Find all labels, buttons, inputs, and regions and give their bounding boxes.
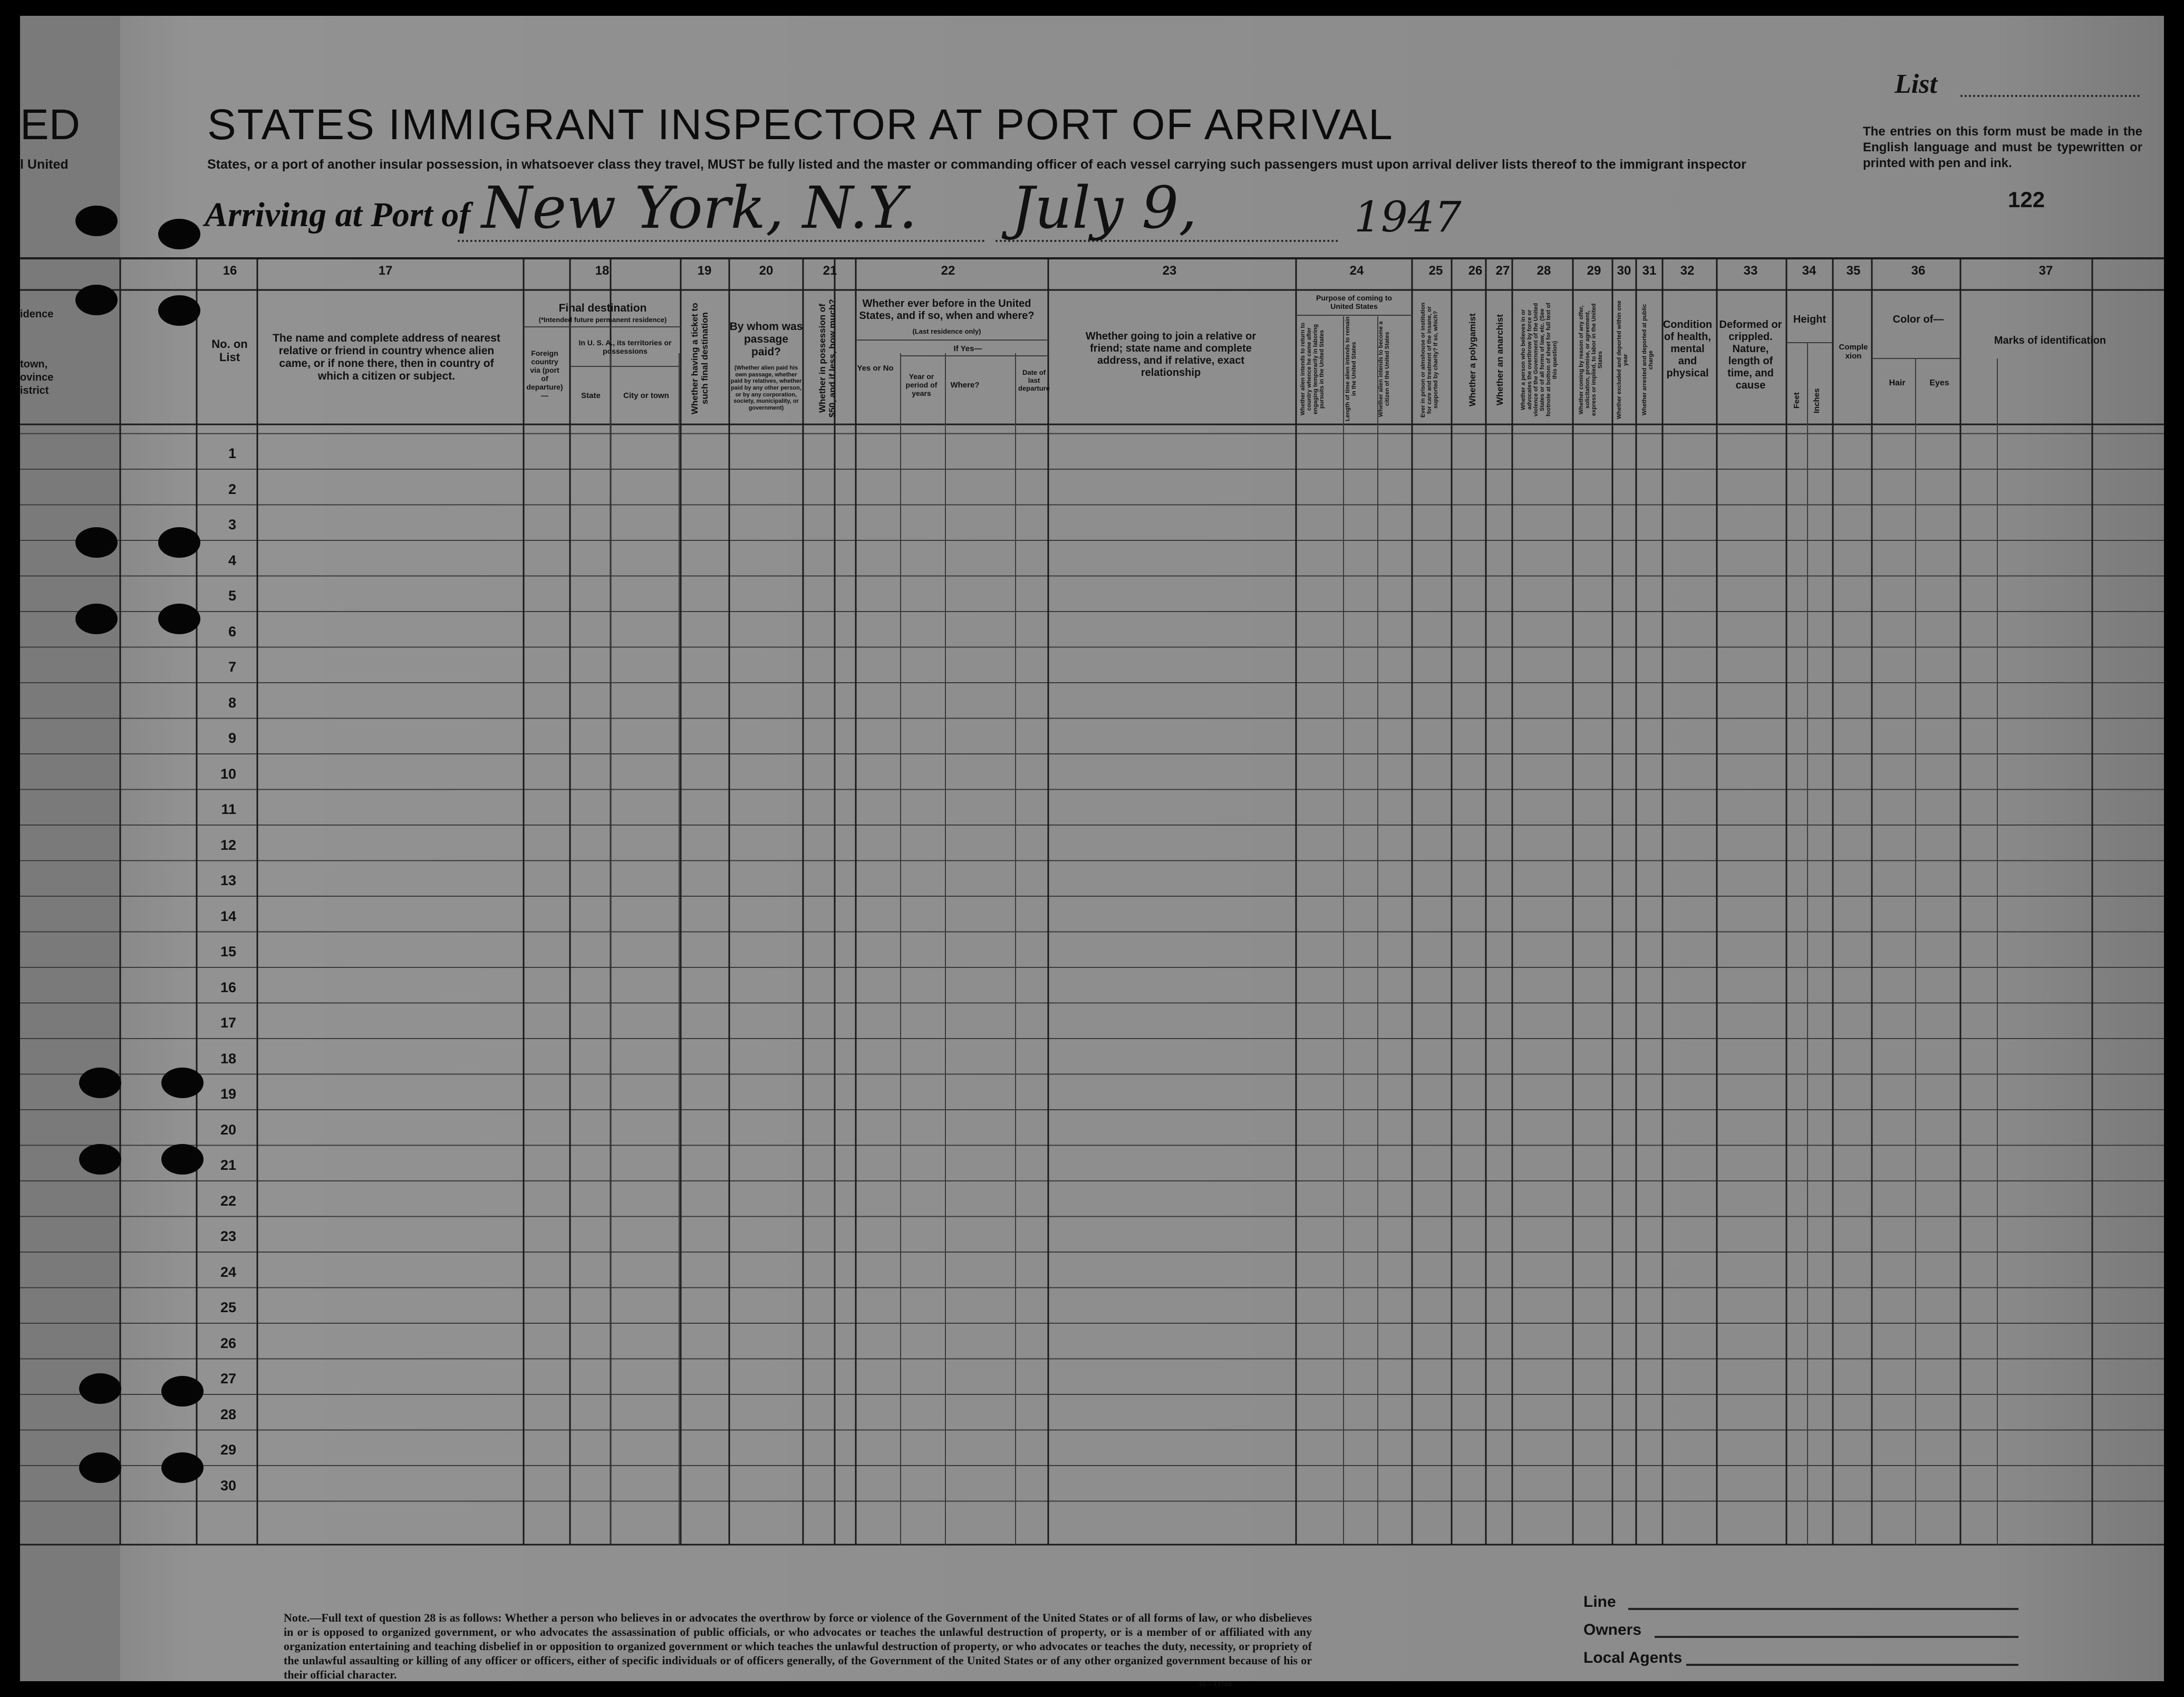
print-code: 16—13708 [1199,1681,1232,1689]
colnum-18: 18 [595,264,610,278]
header-deported: Whether arrested and deported at public charge [1641,304,1654,416]
punch-hole [158,604,200,634]
port-handwriting: New York, N.Y. [481,174,917,241]
colnum-32: 32 [1680,264,1695,278]
header-years: Year or period of years [905,372,938,398]
row-number: 16 [220,979,236,995]
header-last-departure: Date of last departure [1018,369,1050,392]
header-passage-paid: By whom was passage paid? [729,321,803,358]
owners-underline [1655,1636,2018,1638]
row-number: 4 [228,552,236,568]
header-final-destination-sub: (*Intended future permanent residence) [538,316,667,324]
colnum-16: 16 [223,264,237,278]
language-notice: The entries on this form must be made in the English language and must be typewritten or printed with pen and ink. [1863,124,2142,170]
punch-hole [79,1373,121,1404]
row-number: 8 [228,694,236,711]
row-number: 24 [220,1264,236,1280]
row-number: 11 [221,801,236,817]
row-number: 1 [228,445,236,461]
stamp-number: 122 [2008,187,2045,212]
row-number: 9 [228,730,236,746]
arriving-label: Arriving at Port of [205,196,471,234]
header-deformed: Deformed or crippled. Nature, length of time, and cause [1719,319,1782,391]
header-yes-or-no: Yes or No [857,364,894,373]
question-28-note: Note.—Full text of question 28 is as follows: Whether a person who believes in or advocates the overthrow by force or violence of the Government of the United States or of all forms of law, or who disbelieves in or is opposed to organized government, or who advocates the assassination of public officials, or who advocates or teaches the unlawful destruction of property, or is a member of or affiliated with any organization entertaining and teaching disbelief in or opposition to organized government or which teaches the unlawful destruction of property, or who advocates or teaches the duty, necessity, or propriety of the unlawful assaulting or killing of any officer or officers, either of specific individuals or of officers generally, of the Government of the United States or of any other organized government because of his or their official character. [284,1611,1312,1681]
punch-hole [75,206,118,236]
row-number: 21 [220,1157,236,1173]
colnum-27: 27 [1495,264,1510,278]
year-handwriting: 1947 [1354,192,1462,241]
colnum-34: 34 [1802,264,1816,278]
colnum-17: 17 [378,264,393,278]
header-state: State [581,391,601,400]
row-number: 2 [228,481,236,497]
left-fragment-town: town, [20,358,48,370]
header-question-28: Whether a person who believes in or advocates the overthrow by force or violence of the Government of the United States or of all forms of law, etc. (See footnote at bottom of sheet for full text of this question) [1520,303,1558,417]
header-purpose-return: Whether alien intends to return to country whence he came after engaging temporarily in laboring pursuits in the United States [1300,323,1325,416]
local-agents-label: Local Agents [1583,1649,1683,1666]
header-purpose-length: Length of time alien intends to remain in the United States [1345,316,1357,422]
header-hair: Hair [1889,379,1906,387]
row-number: 3 [228,517,236,532]
punch-hole [79,1144,121,1175]
punch-hole [75,604,118,634]
row-number: 17 [220,1015,236,1031]
colnum-23: 23 [1162,264,1177,278]
header-no-on-list: No. on List [211,337,248,364]
row-number: 14 [220,908,236,924]
header-height: Height [1793,314,1827,325]
punch-hole [75,285,118,315]
punch-hole [79,1068,121,1098]
header-city: City or town [623,391,669,400]
colnum-37: 37 [2038,264,2053,278]
header-feet: Feet [1792,392,1801,409]
subtitle-left-fragment: l United [20,157,69,172]
punch-hole [75,527,118,558]
row-number: 6 [228,623,236,639]
row-number: 10 [220,765,236,782]
header-prison: Ever in prison or almshouse or institution for care and treatment of the insane, or supported by charity? If so, which? [1420,302,1439,418]
row-number: 22 [220,1192,236,1209]
punch-hole [158,295,200,326]
row-number: 15 [220,944,236,959]
page-subtitle: States, or a port of another insular possession, in whatsoever class they travel, MUST be fully listed and the master or commanding officer of each vessel carrying such passengers must upon arrival deliver lists thereof to the immigrant inspector [207,157,1746,172]
header-health: Condition of health, mental and physical [1663,319,1713,379]
owners-label: Owners [1583,1621,1642,1638]
left-fragment-istrict: istrict [20,385,49,396]
title-left-fragment: ED [20,101,80,149]
header-anarchist: Whether an anarchist [1495,314,1505,405]
row-number: 27 [220,1371,236,1386]
colnum-30: 30 [1617,264,1631,278]
row-number: 26 [220,1335,236,1351]
header-color-of: Color of— [1892,314,1944,325]
row-number: 5 [228,588,236,604]
left-fragment-idence: idence [20,308,54,320]
header-nearest-relative: The name and complete address of nearest relative or friend in country whence alien came, or if none there, then in country of which a citizen or subject. [273,332,500,383]
header-if-yes: If Yes— [953,344,982,353]
row-number: 29 [220,1442,236,1458]
header-ever-before-sub: (Last residence only) [912,327,981,335]
colnum-21: 21 [823,264,837,278]
left-fragment-ovince: ovince [20,372,54,383]
colnum-28: 28 [1536,264,1551,278]
form-grid [20,16,2164,1681]
manifest-sheet [20,16,2164,1689]
punch-hole [161,1452,204,1483]
punch-hole [79,1452,121,1483]
row-number: 13 [220,872,236,888]
row-number: 20 [220,1121,236,1138]
header-passage-paid-sub: (Whether alien paid his own passage, whether paid by relatives, whether paid by any other person, or by any corporation, society, municipality, or government) [730,365,802,411]
header-ticket: Whether having a ticket to such final destination [690,303,710,414]
row-number: 12 [220,837,236,853]
punch-hole [161,1376,204,1407]
colnum-22: 22 [941,264,955,278]
row-number: 19 [220,1086,236,1102]
colnum-29: 29 [1587,264,1601,278]
header-foreign-country: Foreign country via (port of departure)— [526,349,563,400]
header-inches: Inches [1812,388,1821,413]
header-ever-before: Whether ever before in the United States, and if so, when and where? [859,298,1035,322]
header-excluded: Whether excluded and deported within one year [1616,300,1629,419]
colnum-33: 33 [1743,264,1758,278]
header-eyes: Eyes [1929,379,1949,387]
header-join-relative: Whether going to join a relative or friend; state name and complete address, and if relative, exact relationship [1085,331,1257,379]
header-purpose-citizen: Whether alien intends to become a citizen of the United States [1378,321,1390,417]
punch-hole [161,1144,204,1175]
row-number: 25 [220,1300,236,1315]
colnum-35: 35 [1846,264,1861,278]
colnum-19: 19 [697,264,712,278]
line-underline [1628,1608,2018,1610]
colnum-20: 20 [759,264,774,278]
local-agents-underline [1686,1664,2018,1666]
page-title: STATES IMMIGRANT INSPECTOR AT PORT OF ARRIVAL [207,101,1394,149]
header-in-usa: In U. S. A., its territories or possessions [578,338,672,356]
header-labor-offer: Whether coming by reason of any offer, solicitation, promise, or agreement, express or implied, to labor in the United States [1578,303,1603,416]
colnum-24: 24 [1349,264,1364,278]
row-number: 7 [228,659,236,675]
colnum-25: 25 [1428,264,1443,278]
header-polygamist: Whether a polygamist [1467,313,1477,406]
line-label: Line [1583,1593,1616,1611]
row-number: 18 [220,1050,236,1066]
punch-hole [161,1068,204,1098]
row-number: 30 [220,1477,236,1494]
punch-hole [158,527,200,558]
list-label: List [1895,69,1937,99]
row-number: 23 [220,1228,236,1244]
header-purpose: Purpose of coming to United States [1316,294,1392,311]
header-marks: Marks of identification [1994,335,2106,346]
header-where: Where? [950,381,980,390]
punch-hole [158,219,200,249]
date-handwriting: July 9, [1011,174,1197,241]
colnum-36: 36 [1911,264,1926,278]
row-number: 28 [220,1406,236,1422]
header-complexion: Complexion [1839,343,1868,361]
colnum-31: 31 [1642,264,1657,278]
header-fifty-dollars: Whether in possession of $50, and if less, how much? [817,299,837,418]
header-final-destination: Final destination [558,302,647,314]
colnum-26: 26 [1468,264,1483,278]
